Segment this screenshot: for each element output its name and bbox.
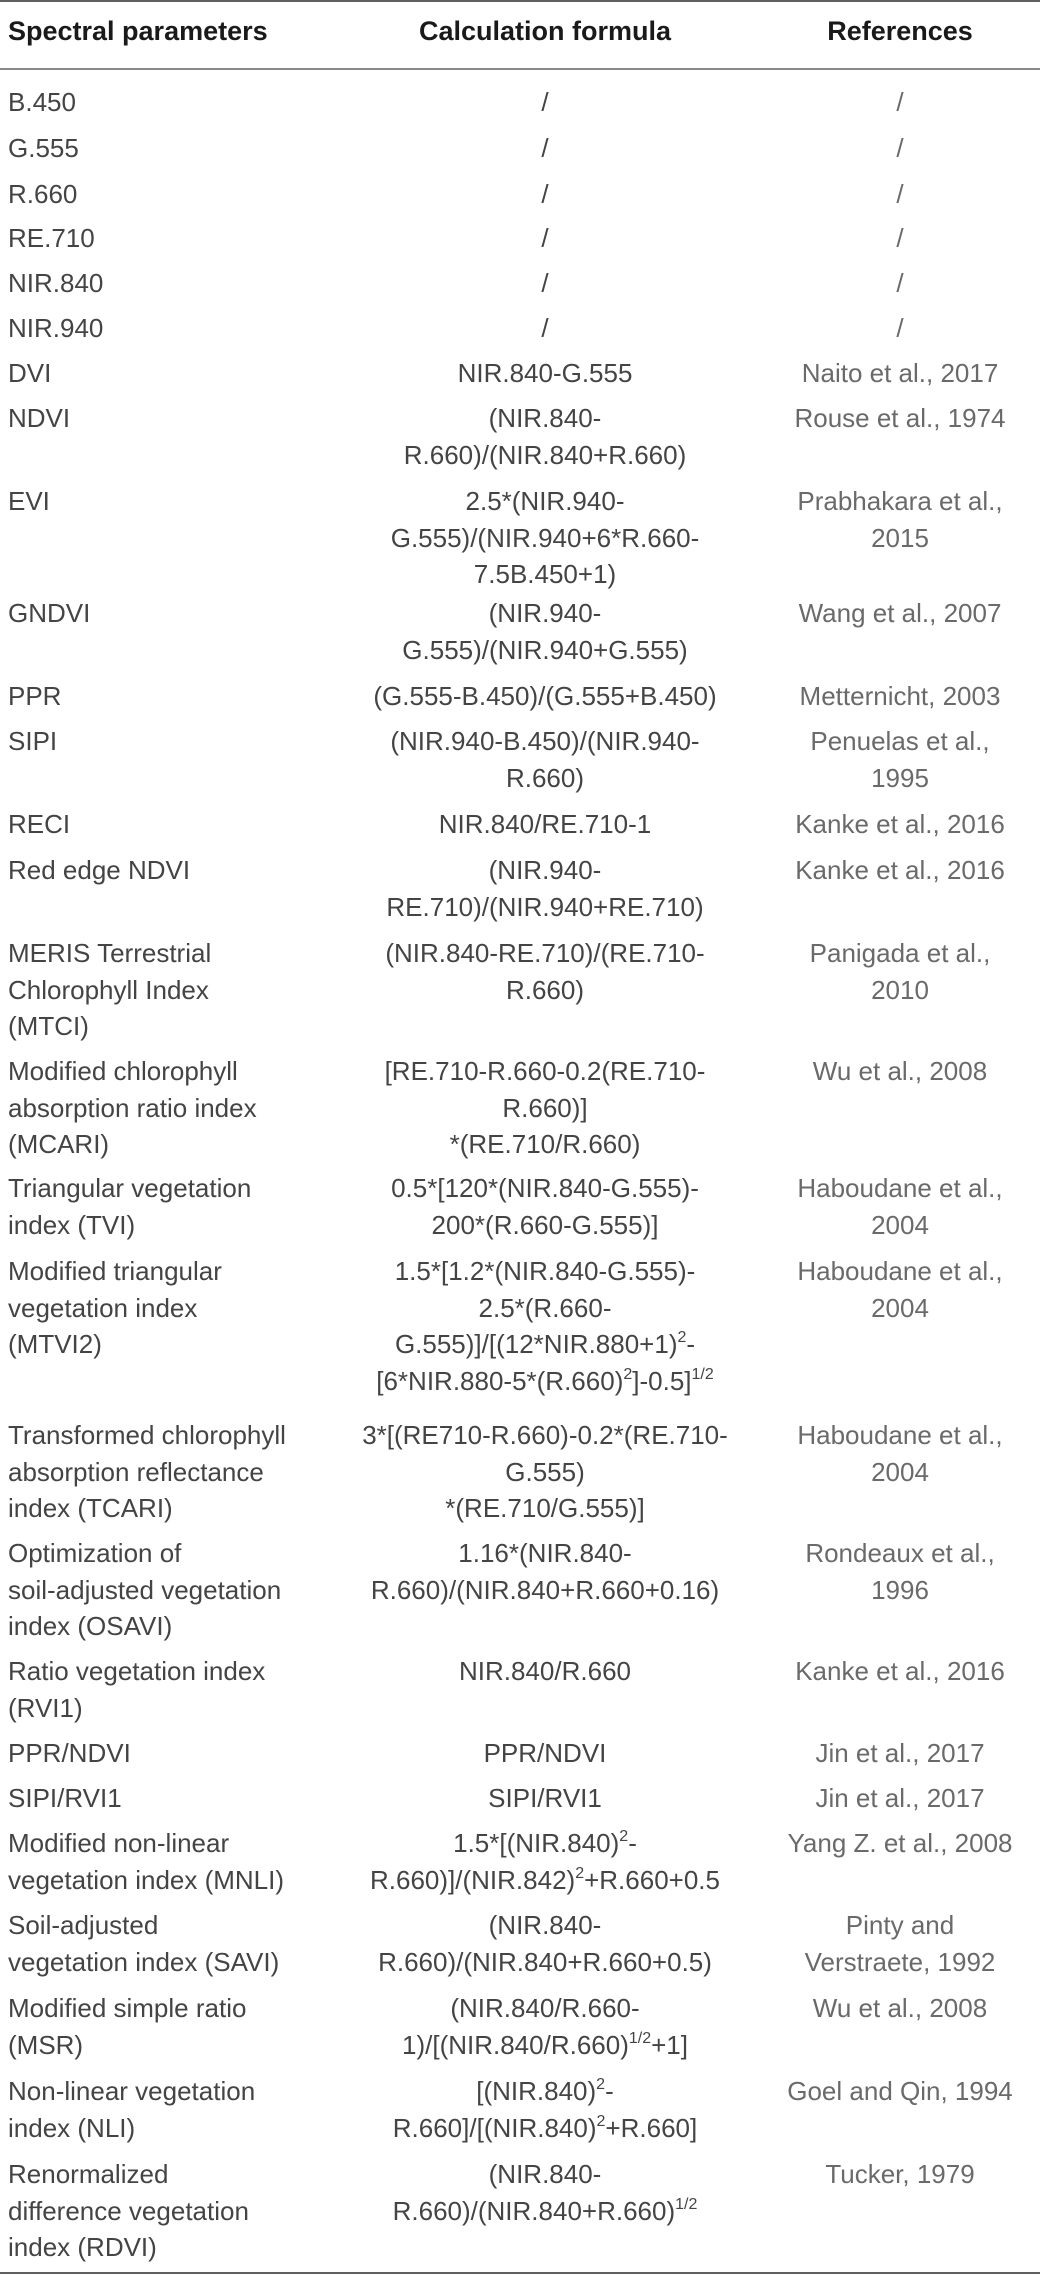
formula-cell-line: NIR.840/R.660 — [459, 1656, 631, 1686]
formula-cell-line: (NIR.840/R.660- — [450, 1993, 640, 2023]
parameter-cell-line: SIPI — [8, 726, 58, 756]
parameter-cell — [8, 1825, 338, 1898]
reference-cell-line: Kanke et al., 2016 — [795, 809, 1005, 839]
formula-cell-line: PPR/NDVI — [483, 1738, 607, 1768]
parameter-cell — [8, 1735, 338, 1772]
formula-cell-line: 200*(R.660-G.555)] — [431, 1209, 659, 1240]
parameter-cell — [8, 1170, 338, 1243]
reference-cell-line: / — [896, 313, 904, 343]
reference-cell-line: 2015 — [871, 522, 929, 553]
formula-cell-line: / — [541, 223, 549, 253]
reference-cell-line: 2004 — [871, 1292, 929, 1323]
formula-cell — [340, 852, 750, 925]
parameter-cell — [8, 265, 338, 302]
reference-cell — [760, 84, 1040, 121]
formula-cell-line: R.660)/(NIR.840+R.660+0.16) — [370, 1574, 720, 1605]
parameter-cell — [8, 84, 338, 121]
reference-cell-line: Jin et al., 2017 — [815, 1738, 985, 1768]
reference-cell — [760, 723, 1040, 796]
formula-cell — [340, 400, 750, 473]
formula-cell — [340, 2156, 750, 2229]
parameter-cell-line: index (RDVI) — [8, 2232, 157, 2262]
formula-cell-line: [$(NIR.840)^2-$ — [476, 2076, 614, 2106]
parameter-cell — [8, 176, 338, 213]
reference-cell — [760, 595, 1040, 632]
parameter-cell-line: NIR.840 — [8, 268, 104, 298]
parameter-cell-line: index (OSAVI) — [8, 1611, 173, 1641]
header-calculation-formula: Calculation formula — [418, 16, 672, 46]
parameter-cell — [8, 1990, 338, 2063]
parameter-cell — [8, 1780, 338, 1817]
reference-cell-line: Panigada et al., — [809, 938, 991, 968]
parameter-cell-line: RE.710 — [8, 223, 95, 253]
formula-cell-line: G.555)/(NIR.940+6*R.660- — [390, 522, 700, 553]
reference-cell-line: Haboudane et al., — [797, 1173, 1003, 1203]
header-references: References — [827, 16, 973, 46]
formula-cell-line: $R.660]/[(NIR.840)^2+R.660]$ — [392, 2112, 698, 2143]
reference-cell — [760, 220, 1040, 257]
reference-cell-line: Wu et al., 2008 — [812, 1056, 988, 1086]
formula-cell — [340, 1653, 750, 1690]
parameter-cell-line: B.450 — [8, 87, 76, 117]
parameter-cell — [8, 355, 338, 392]
reference-cell — [760, 265, 1040, 302]
parameter-cell-line: index (TCARI) — [8, 1493, 173, 1523]
parameter-cell — [8, 1417, 338, 1527]
parameter-cell — [8, 1535, 338, 1645]
formula-cell-line: R.660)] — [502, 1092, 588, 1123]
formula-cell-line: (NIR.840-RE.710)/(RE.710- — [385, 938, 705, 968]
parameter-cell-line: Non-linear vegetation — [8, 2076, 256, 2106]
reference-cell — [760, 400, 1040, 437]
reference-cell-line: Yang Z. et al., 2008 — [787, 1828, 1013, 1858]
formula-cell-line: R.660) — [505, 762, 585, 793]
parameter-cell-line: NDVI — [8, 403, 71, 433]
formula-cell — [340, 723, 750, 796]
reference-cell-line: Penuelas et al., — [810, 726, 990, 756]
reference-cell-line: Metternicht, 2003 — [799, 681, 1001, 711]
formula-cell-line: R.660)/(NIR.840+R.660) — [403, 439, 687, 470]
parameter-cell-line: vegetation index — [8, 1292, 198, 1323]
reference-cell — [760, 1907, 1040, 1980]
reference-cell — [760, 678, 1040, 715]
parameter-cell — [8, 2073, 338, 2146]
formula-cell — [340, 1990, 750, 2063]
formula-cell-line: / — [541, 133, 549, 163]
formula-cell — [340, 1053, 750, 1163]
reference-cell — [760, 176, 1040, 213]
formula-cell-line: (NIR.940- — [488, 598, 602, 628]
parameter-cell-line: SIPI/RVI1 — [8, 1783, 122, 1813]
reference-cell-line: Verstraete, 1992 — [804, 1946, 996, 1977]
formula-cell-line: / — [541, 179, 549, 209]
reference-cell — [760, 1653, 1040, 1690]
reference-cell-line: Goel and Qin, 1994 — [787, 2076, 1013, 2106]
formula-cell — [340, 2073, 750, 2146]
reference-cell — [760, 2156, 1040, 2193]
parameter-cell-line: Transformed chlorophyll — [8, 1420, 286, 1450]
parameter-cell-line: index (NLI) — [8, 2112, 136, 2143]
parameter-cell-line: NIR.940 — [8, 313, 104, 343]
formula-cell-line: 1.5*[1.2*(NIR.840-G.555)- — [394, 1256, 696, 1286]
parameter-cell-line: RECI — [8, 809, 71, 839]
formula-cell-line: (NIR.940-B.450)/(NIR.940- — [390, 726, 700, 756]
formula-cell-line: / — [541, 268, 549, 298]
parameter-cell — [8, 400, 338, 437]
parameter-cell-line: G.555 — [8, 133, 79, 163]
formula-cell — [340, 130, 750, 167]
reference-cell-line: / — [896, 87, 904, 117]
parameter-cell-line: Optimization of — [8, 1538, 182, 1568]
parameter-cell-line: Modified triangular — [8, 1256, 222, 1286]
formula-cell-line: R.660)/(NIR.840+R.660+0.5) — [378, 1946, 712, 1977]
formula-cell-line: 0.5*[120*(NIR.840-G.555)- — [391, 1173, 699, 1203]
reference-cell — [760, 806, 1040, 843]
parameter-cell-line: Modified chlorophyll — [8, 1056, 238, 1086]
reference-cell-line: Rondeaux et al., — [805, 1538, 995, 1568]
reference-cell — [760, 1735, 1040, 1772]
reference-cell — [760, 1535, 1040, 1608]
parameter-cell-line: index (TVI) — [8, 1209, 136, 1240]
formula-cell — [340, 483, 750, 593]
parameter-cell — [8, 852, 338, 889]
formula-cell-line: (NIR.940- — [488, 855, 602, 885]
formula-cell-line: $[6*NIR.880-5*(R.660)^2]-0.5]^{1/2}$ — [376, 1365, 714, 1396]
reference-cell — [760, 1253, 1040, 1326]
reference-cell-line: Haboudane et al., — [797, 1256, 1003, 1286]
reference-cell-line: Wu et al., 2008 — [812, 1993, 988, 2023]
reference-cell-line: Jin et al., 2017 — [815, 1783, 985, 1813]
formula-cell-line: $1)/[(NIR.840/R.660)^{1/2}+1]$ — [402, 2029, 688, 2060]
formula-cell — [340, 1780, 750, 1817]
reference-cell-line: Prabhakara et al., — [797, 486, 1003, 516]
parameter-cell — [8, 678, 338, 715]
parameter-cell — [8, 806, 338, 843]
reference-cell-line: Naito et al., 2017 — [801, 358, 999, 388]
reference-cell — [760, 1170, 1040, 1243]
parameter-cell-line: EVI — [8, 486, 50, 516]
parameter-cell-line: absorption reflectance — [8, 1456, 264, 1487]
parameter-cell — [8, 1053, 338, 1163]
parameter-cell — [8, 1253, 338, 1363]
reference-cell — [760, 1780, 1040, 1817]
parameter-cell-line: soil-adjusted vegetation — [8, 1574, 282, 1605]
formula-cell — [340, 1825, 750, 1898]
formula-cell-line: (NIR.840- — [488, 2159, 602, 2189]
reference-cell-line: Wang et al., 2007 — [798, 598, 1002, 628]
reference-cell-line: Pinty and — [845, 1910, 955, 1940]
reference-cell — [760, 1417, 1040, 1490]
formula-cell-line: G.555) — [505, 1456, 585, 1487]
parameter-cell-line: absorption ratio index — [8, 1092, 257, 1123]
parameter-cell-line: Red edge NDVI — [8, 855, 191, 885]
formula-cell-line: G.555)/(NIR.940+G.555) — [402, 634, 688, 665]
parameter-cell-line: vegetation index (MNLI) — [8, 1864, 285, 1895]
parameter-cell — [8, 483, 338, 520]
bottom-rule — [0, 2272, 1040, 2274]
formula-cell-line: (G.555-B.450)/(G.555+B.450) — [373, 681, 717, 711]
parameter-cell — [8, 130, 338, 167]
parameter-cell-line: (RVI1) — [8, 1692, 83, 1723]
formula-cell-line: $R.660)]/(NIR.842)^2+R.660+0.5$ — [370, 1864, 720, 1895]
formula-cell-line: *(RE.710/G.555)] — [445, 1493, 645, 1523]
reference-cell — [760, 852, 1040, 889]
parameter-cell-line: Triangular vegetation — [8, 1173, 252, 1203]
parameter-cell — [8, 595, 338, 632]
reference-cell-line: Kanke et al., 2016 — [795, 855, 1005, 885]
reference-cell — [760, 2073, 1040, 2110]
reference-cell-line: Rouse et al., 1974 — [794, 403, 1006, 433]
parameter-cell-line: Soil-adjusted — [8, 1910, 159, 1940]
parameter-cell-line: R.660 — [8, 179, 78, 209]
formula-cell — [340, 595, 750, 668]
parameter-cell-line: Modified simple ratio — [8, 1993, 247, 2023]
reference-cell — [760, 1053, 1040, 1090]
reference-cell-line: 2010 — [871, 974, 929, 1005]
reference-cell-line: 2004 — [871, 1209, 929, 1240]
reference-cell — [760, 310, 1040, 347]
formula-cell-line: 2.5*(R.660- — [478, 1292, 612, 1323]
parameter-cell-line: difference vegetation — [8, 2195, 249, 2226]
formula-cell-line: / — [541, 87, 549, 117]
reference-cell-line: Kanke et al., 2016 — [795, 1656, 1005, 1686]
formula-cell-line: 1.16*(NIR.840- — [458, 1538, 632, 1568]
reference-cell — [760, 355, 1040, 392]
header-rule — [0, 68, 1040, 70]
formula-cell — [340, 355, 750, 392]
reference-cell-line: / — [896, 268, 904, 298]
formula-cell-line: $1.5*[(NIR.840)^2-$ — [453, 1828, 637, 1858]
formula-cell-line: 7.5B.450+1) — [473, 559, 617, 589]
formula-cell — [340, 84, 750, 121]
parameter-cell-line: Ratio vegetation index — [8, 1656, 266, 1686]
formula-cell — [340, 1735, 750, 1772]
reference-cell — [760, 130, 1040, 167]
parameter-cell-line: (MTVI2) — [8, 1329, 102, 1359]
parameter-cell — [8, 220, 338, 257]
reference-cell — [760, 1990, 1040, 2027]
formula-cell-line: 3*[(RE710-R.660)-0.2*(RE.710- — [362, 1420, 728, 1450]
formula-cell — [340, 220, 750, 257]
formula-cell — [340, 678, 750, 715]
parameter-cell-line: GNDVI — [8, 598, 91, 628]
formula-cell — [340, 935, 750, 1008]
formula-cell — [340, 806, 750, 843]
formula-cell-line: $R.660)/(NIR.840+R.660)^{1/2}$ — [392, 2195, 698, 2226]
parameter-cell — [8, 310, 338, 347]
parameter-cell — [8, 2156, 338, 2266]
parameter-cell-line: (MTCI) — [8, 1011, 89, 1041]
reference-cell-line: Tucker, 1979 — [825, 2159, 975, 2189]
parameter-cell — [8, 723, 338, 760]
formula-cell-line: R.660) — [505, 974, 585, 1005]
top-rule — [0, 0, 1040, 2]
header-spectral-parameters: Spectral parameters — [8, 16, 268, 46]
formula-cell-line: / — [541, 313, 549, 343]
reference-cell-line: / — [896, 179, 904, 209]
reference-cell-line: 1995 — [871, 762, 929, 793]
formula-cell — [340, 265, 750, 302]
formula-cell-line: RE.710)/(NIR.940+RE.710) — [386, 891, 704, 922]
parameter-cell-line: Chlorophyll Index — [8, 974, 209, 1005]
formula-cell-line: 2.5*(NIR.940- — [465, 486, 625, 516]
formula-cell — [340, 1535, 750, 1608]
reference-cell-line: 1996 — [871, 1574, 929, 1605]
formula-cell-line: [RE.710-R.660-0.2(RE.710- — [384, 1056, 706, 1086]
formula-cell — [340, 176, 750, 213]
reference-cell — [760, 483, 1040, 556]
parameter-cell-line: DVI — [8, 358, 52, 388]
formula-cell — [340, 1907, 750, 1980]
parameter-cell-line: MERIS Terrestrial — [8, 938, 212, 968]
reference-cell-line: / — [896, 133, 904, 163]
reference-cell-line: / — [896, 223, 904, 253]
formula-cell — [340, 1417, 750, 1527]
formula-cell — [340, 310, 750, 347]
formula-cell — [340, 1170, 750, 1243]
parameter-cell — [8, 935, 338, 1045]
formula-cell-line: *(RE.710/R.660) — [449, 1129, 641, 1159]
formula-cell-line: (NIR.840- — [488, 1910, 602, 1940]
parameter-cell-line: PPR/NDVI — [8, 1738, 131, 1768]
formula-cell-line: $G.555)]/[(12*NIR.880+1)^2-$ — [394, 1329, 696, 1359]
formula-cell — [340, 1253, 750, 1399]
parameter-cell — [8, 1907, 338, 1980]
parameter-cell-line: vegetation index (SAVI) — [8, 1946, 280, 1977]
parameter-cell-line: Modified non-linear — [8, 1828, 230, 1858]
formula-cell-line: SIPI/RVI1 — [488, 1783, 602, 1813]
formula-cell-line: (NIR.840- — [488, 403, 602, 433]
parameter-cell-line: (MCARI) — [8, 1129, 110, 1159]
formula-cell-line: NIR.840/RE.710-1 — [438, 809, 652, 839]
reference-cell-line: 2004 — [871, 1456, 929, 1487]
parameter-cell-line: (MSR) — [8, 2029, 84, 2060]
formula-cell-line: NIR.840-G.555 — [457, 358, 633, 388]
reference-cell — [760, 1825, 1040, 1862]
reference-cell — [760, 935, 1040, 1008]
parameter-cell-line: Renormalized — [8, 2159, 169, 2189]
reference-cell-line: Haboudane et al., — [797, 1420, 1003, 1450]
parameter-cell — [8, 1653, 338, 1726]
parameter-cell-line: PPR — [8, 681, 62, 711]
